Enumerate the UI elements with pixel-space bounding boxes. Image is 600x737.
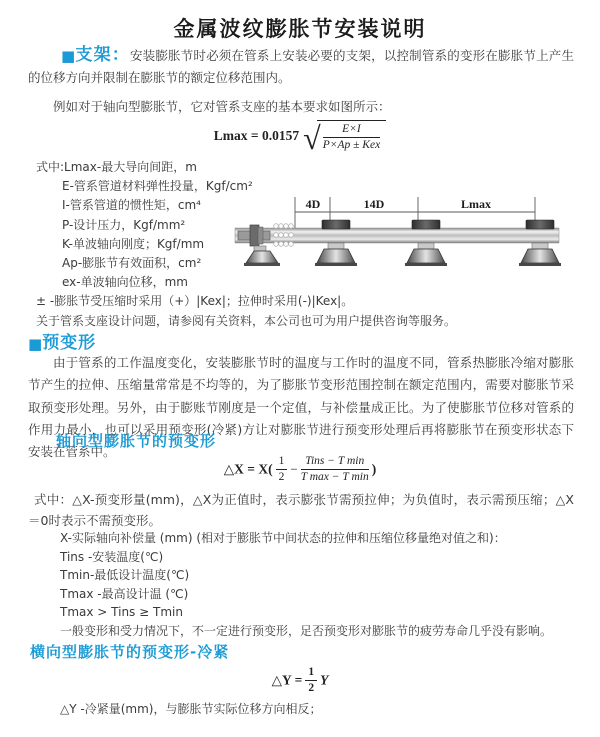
dim-label-lmax: Lmax	[461, 197, 491, 211]
definition-line: E-管系管道材料弹性投量，Kgf/cm²	[62, 179, 253, 194]
page-title: 金属波纹膨胀节安装说明	[173, 17, 427, 41]
dim-label-4d: 4D	[305, 197, 321, 211]
pipe-support-diagram	[233, 192, 565, 287]
definition-line: 式中:Lmax-最大导向间距，m	[36, 160, 197, 174]
support-section-header	[61, 45, 130, 65]
section-bullet-icon: ■	[28, 335, 43, 353]
axial-formula	[0, 455, 600, 484]
pipe-support-diagram-svg	[233, 192, 565, 287]
axial-variable-lines	[60, 529, 552, 641]
definition-line: Ap-膨胀节有效面积，cm²	[62, 256, 202, 271]
close-paren: )	[371, 461, 377, 477]
definition-line: 关于管系支座设计问题，请参阅有关资料，本公司也可为用户提供咨询等服务。	[36, 313, 457, 328]
lateral-formula	[0, 666, 600, 695]
axial-formula-lhs: △X = X(	[223, 461, 273, 477]
definition-line: ex-单波轴向位移，mm	[62, 275, 188, 290]
support-intro-paragraph	[28, 44, 574, 89]
radical-expression	[303, 119, 386, 156]
one-half-fraction: $\frac{1}{2}$	[276, 455, 288, 484]
axial-line: X-实际轴向补偿量 (mm) (相对于膨胀节中间状态的拉伸和压缩位移量绝对值之和)：	[60, 531, 506, 545]
lmax-formula-numerator: E×I	[323, 123, 381, 138]
lmax-formula	[0, 119, 600, 156]
lateral-note-line: △Y -冷紧量(mm)，与膨胀节实际位移方向相反；	[60, 702, 322, 716]
lateral-formula-lhs: △Y =	[271, 672, 303, 688]
dim-label-14d: 14D	[363, 197, 385, 211]
lateral-formula-rhs: Y	[320, 672, 329, 688]
axial-explain-paragraph: 式中：△X-预变形量(mm)，△X为正值时，表示膨张节需预拉伸；为负值时，表示需预压缩；△X＝0时表示不需预变形。	[28, 492, 574, 528]
axial-line: Tins -安装温度(℃)	[60, 549, 164, 564]
minus-operator: −	[290, 461, 298, 477]
axial-line: Tmin-最低设计温度(℃)	[60, 568, 190, 583]
one-half-fraction: $\frac{1}{2}$	[305, 666, 317, 695]
radical-sign: √	[303, 119, 321, 156]
section-bullet-icon: ■	[61, 47, 76, 65]
definition-line: I-管系管道的惯性矩，cm⁴	[62, 198, 201, 213]
axial-line: Tmax -最高设计温 (℃)	[60, 586, 189, 601]
temperature-fraction: $\frac{\text{Tins − T min}}{\text{T max − T min}}$	[300, 455, 369, 484]
axial-line: 一般变形和受力情况下，不一定进行预变形，足否预变形对膨胀节的疲劳寿命几乎没有影响。	[60, 623, 553, 638]
axial-subsection-title: 轴向型膨胀节的预变形	[56, 432, 217, 450]
lateral-subsection-title: 横向型膨胀节的预变形-冷紧	[30, 643, 230, 661]
definition-line: K-单波轴向刚度；Kgf/mm	[62, 236, 205, 251]
axial-line: Tmax > Tins ≥ Tmin	[60, 605, 183, 620]
predeform-section-title: 预变形	[42, 333, 97, 353]
support-intro-text: 安装膨胀节时必须在管系上安装必要的支架，以控制管系的变形在膨胀节上产生的位移方向并限制在膨胀节的额定位移范围内。	[28, 48, 574, 85]
lmax-formula-lhs: Lmax = 0.0157	[213, 127, 300, 143]
predeform-section-header	[28, 328, 96, 353]
support-example-line: 例如对于轴向型膨胀节，它对管系支座的基本要求如图所示：	[53, 99, 391, 114]
predeform-body-paragraph: 由于管系的工作温度变化，安装膨胀节时的温度与工作时的温度不同，管系热膨胀冷缩对膨胀节产生的拉伸、压缩量常常是不均等的，为了膨胀节变形范围控制在额定范围内，需要对膨胀节采取预变形处理。另外，由于膨账节刚度是一个定值，与补偿量成正比。为了使膨胀节位移对管系的作用力最小，也可以采用预变形(冷紧)方让对膨胀节进行预变形处理后再将膨胀节在预变形状态下安装在管系中。	[28, 355, 574, 460]
definition-line: P-设计压力，Kgf/mm²	[62, 217, 186, 232]
definition-line: ± -膨胀节受压缩时采用（+）|Kex|；拉伸时采用(-)|Kex|。	[36, 294, 354, 309]
lmax-formula-denominator: P×Ap ± Kex	[322, 139, 381, 152]
support-section-title: 支架：	[75, 45, 130, 65]
